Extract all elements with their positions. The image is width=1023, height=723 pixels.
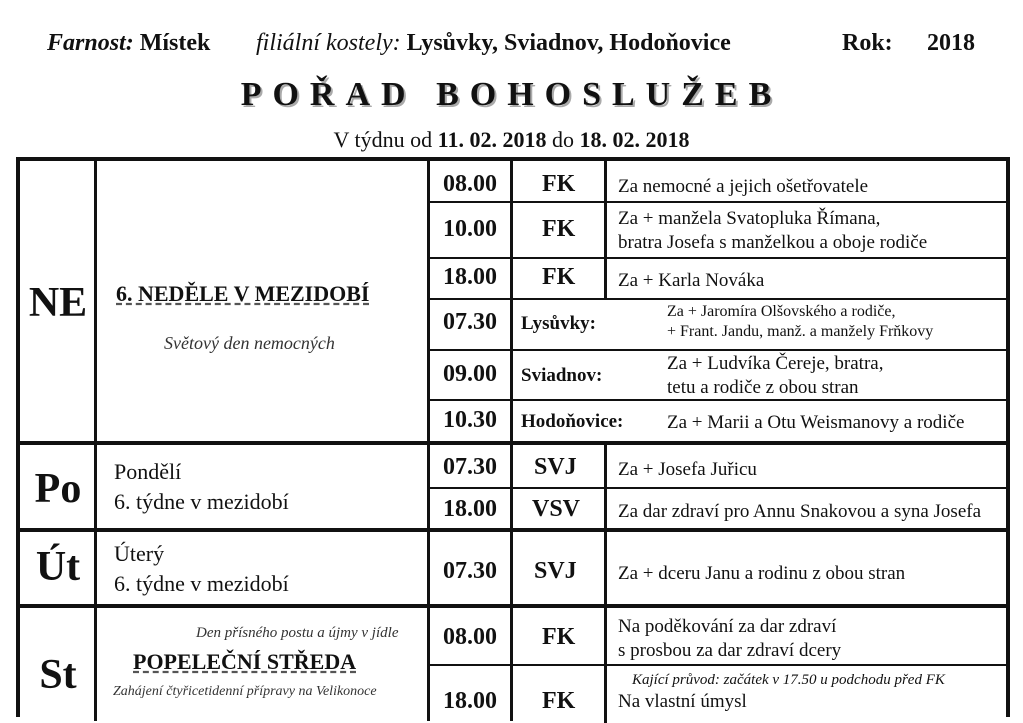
day-sunday: NE [28, 280, 88, 326]
intention-line: Na poděkování za dar zdraví [618, 616, 837, 637]
grid-line [604, 443, 607, 723]
place: FK [542, 688, 576, 714]
tuesday-name-line: 6. týdne v mezidobí [114, 571, 289, 596]
intention: Za nemocné a jejich ošetřovatele [618, 176, 869, 197]
time: 10.30 [443, 407, 497, 433]
intention-line: Na vlastní úmysl [618, 691, 747, 712]
intention: Za dar zdraví pro Annu Snakovou a syna Josefa [618, 501, 982, 522]
intention [667, 352, 883, 400]
time: 08.00 [443, 624, 497, 650]
intention: Za + Karla Nováka [618, 270, 765, 291]
wednesday-note-top: Den přísného postu a újmy v jídle [196, 625, 399, 641]
place: FK [542, 264, 576, 290]
place: Lysůvky: [521, 313, 596, 334]
day-monday: Po [34, 466, 82, 512]
place: SVJ [534, 454, 577, 480]
intention [618, 615, 841, 663]
monday-name-line: Pondělí [114, 459, 182, 484]
time: 07.30 [443, 454, 497, 480]
parish-info [47, 30, 210, 57]
row-line [427, 664, 1010, 666]
parish-label: Farnost: [47, 30, 134, 56]
intention-line: + Frant. Jandu, manž. a manžely Frňkovy [667, 323, 934, 340]
row-line [427, 487, 1010, 489]
schedule-table [16, 157, 1010, 717]
place: FK [542, 216, 576, 242]
intention: Za + Josefa Juřicu [618, 459, 757, 480]
intention-line: Za + Jaromíra Olšovského a rodiče, [667, 303, 896, 320]
filial-label: filiální kostely: [256, 30, 401, 56]
tuesday-name [114, 539, 289, 599]
time: 09.00 [443, 361, 497, 387]
section-line [20, 528, 1010, 532]
place: SVJ [534, 558, 577, 584]
time: 08.00 [443, 171, 497, 197]
filial-churches: Lysůvky, Sviadnov, Hodoňovice [406, 30, 731, 56]
time: 10.00 [443, 216, 497, 242]
place: Hodoňovice: [521, 411, 624, 432]
parish-name: Místek [139, 30, 211, 56]
intention: Za + dceru Janu a rodinu z obou stran [618, 563, 906, 584]
intention-line: s prosbou za dar zdraví dcery [618, 640, 842, 661]
wednesday-note-bottom: Zahájení čtyřicetidenní přípravy na Velikonoce [113, 684, 377, 699]
time: 18.00 [443, 688, 497, 714]
intention-line: tetu a rodiče z obou stran [667, 377, 859, 398]
week-to: 18. 02. 2018 [579, 127, 690, 152]
time: 18.00 [443, 264, 497, 290]
monday-name [114, 457, 289, 517]
monday-name-line: 6. týdne v mezidobí [114, 489, 289, 514]
wednesday-name: POPELEČNÍ STŘEDA [133, 649, 357, 674]
intention [667, 302, 933, 342]
year-label: Rok: [842, 30, 893, 56]
row-line [427, 349, 1010, 351]
place: Sviadnov: [521, 365, 603, 386]
row-line [427, 257, 1010, 259]
intention-line: Za + manžela Svatopluka Římana, [618, 208, 881, 229]
page-title: POŘAD BOHOSLUŽEB [240, 76, 783, 113]
day-wednesday: St [39, 652, 77, 698]
sunday-name: 6. NEDĚLE V MEZIDOBÍ [116, 281, 370, 306]
time: 07.30 [443, 309, 497, 335]
row-line [427, 298, 1010, 300]
place: VSV [532, 496, 581, 522]
tuesday-name-line: Úterý [114, 541, 165, 566]
intention: Za + Marii a Otu Weismanovy a rodiče [667, 412, 965, 433]
filial-info [256, 30, 731, 57]
intention [618, 670, 945, 714]
procession-note: Kající průvod: začátek v 17.50 u podchodu před FK [632, 672, 945, 688]
row-line [427, 201, 1010, 203]
day-tuesday: Út [35, 544, 81, 590]
section-line [20, 604, 1010, 608]
parish-header [0, 30, 1023, 60]
year-value: 2018 [927, 30, 975, 56]
sunday-note: Světový den nemocných [164, 333, 335, 353]
section-line [20, 441, 1010, 445]
time: 18.00 [443, 496, 497, 522]
intention-line: Za + Ludvíka Čereje, bratra, [667, 353, 884, 374]
intention-line: bratra Josefa s manželkou a oboje rodiče [618, 232, 928, 253]
intention [618, 207, 927, 255]
place: FK [542, 624, 576, 650]
grid-line [604, 161, 607, 299]
week-mid: do [551, 127, 574, 152]
time: 07.30 [443, 558, 497, 584]
week-prefix: V týdnu od [333, 127, 433, 152]
week-from: 11. 02. 2018 [437, 127, 547, 152]
place: FK [542, 171, 576, 197]
week-range [0, 127, 1023, 153]
